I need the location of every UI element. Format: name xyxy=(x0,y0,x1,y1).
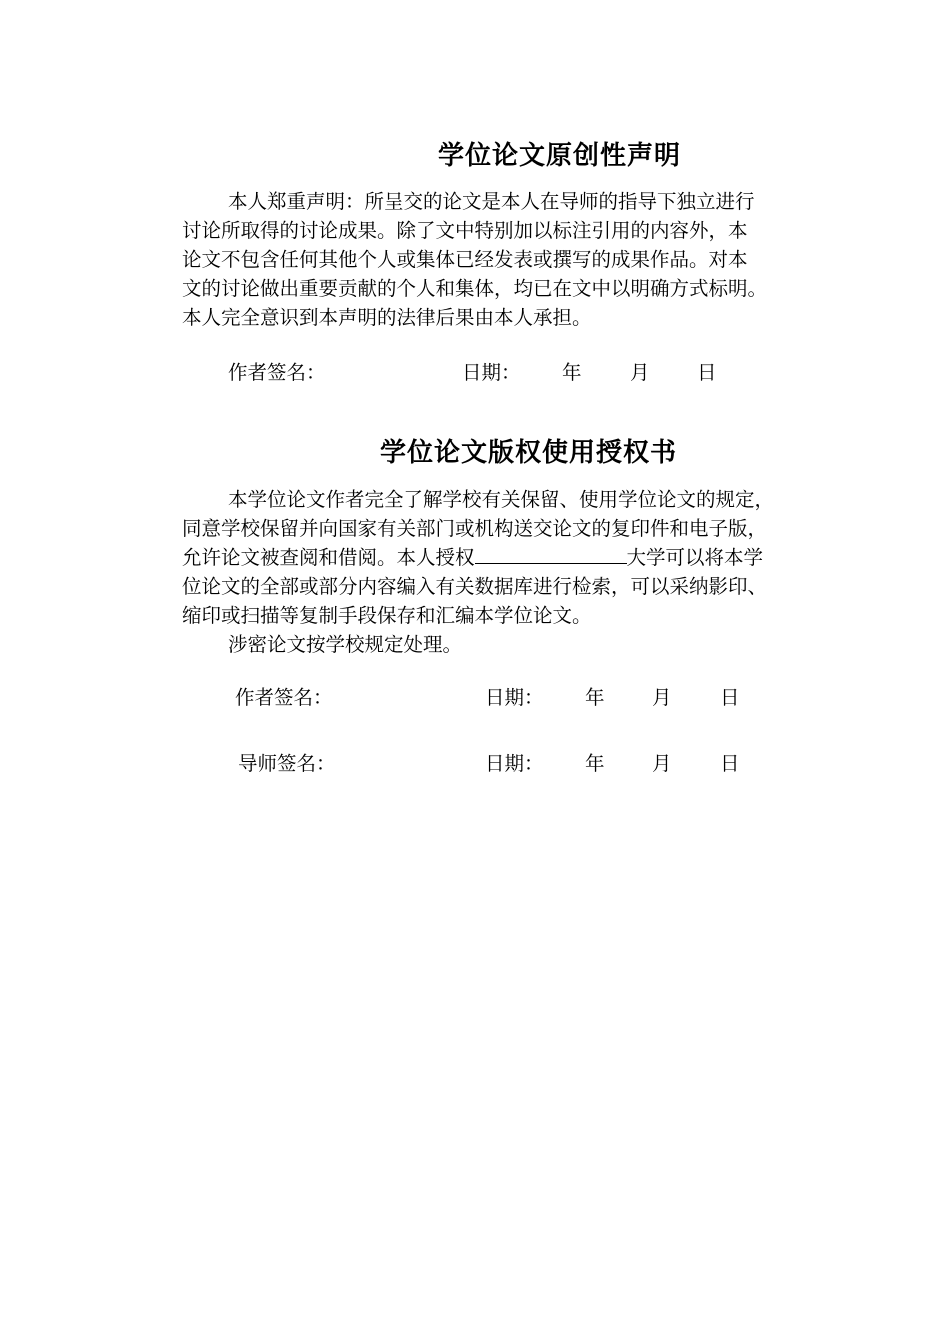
authorization-advisor-date-label: 日期： xyxy=(485,752,544,775)
authorization-line-4: 位论文的全部或部分内容编入有关数据库进行检索，可以采纳影印、 xyxy=(182,575,768,598)
authorization-author-signature-label: 作者签名： xyxy=(235,686,333,709)
declaration-day-label: 日 xyxy=(697,361,717,384)
authorization-line-1: 本学位论文作者完全了解学校有关保留、使用学位论文的规定， xyxy=(228,488,775,511)
declaration-line-1: 本人郑重声明：所呈交的论文是本人在导师的指导下独立进行 xyxy=(228,190,755,213)
declaration-date-label: 日期： xyxy=(462,361,521,384)
authorization-line-5: 缩印或扫描等复制手段保存和汇编本学位论文。 xyxy=(182,604,592,627)
authorization-advisor-month-label: 月 xyxy=(652,752,672,775)
authorization-line-6: 涉密论文按学校规定处理。 xyxy=(228,633,463,656)
authorization-line-2: 同意学校保留并向国家有关部门或机构送交论文的复印件和电子版， xyxy=(182,517,768,540)
authorization-author-date-label: 日期： xyxy=(485,686,544,709)
university-name-blank[interactable] xyxy=(475,545,627,564)
authorization-advisor-year-label: 年 xyxy=(585,752,605,775)
declaration-month-label: 月 xyxy=(630,361,650,384)
authorization-title: 学位论文版权使用授权书 xyxy=(380,438,678,468)
declaration-year-label: 年 xyxy=(562,361,582,384)
declaration-author-signature-label: 作者签名： xyxy=(228,361,326,384)
declaration-line-4: 文的讨论做出重要贡献的个人和集体，均已在文中以明确方式标明。 xyxy=(182,277,768,300)
declaration-title: 学位论文原创性声明 xyxy=(438,141,682,171)
declaration-line-3: 论文不包含任何其他个人或集体已经发表或撰写的成果作品。对本 xyxy=(182,248,748,271)
authorization-advisor-day-label: 日 xyxy=(720,752,740,775)
authorization-author-month-label: 月 xyxy=(652,686,672,709)
authorization-line-3-tail: 大学可以将本学 xyxy=(626,546,764,569)
declaration-line-2: 讨论所取得的讨论成果。除了文中特别加以标注引用的内容外，本 xyxy=(182,219,748,242)
authorization-line-3 xyxy=(182,543,763,573)
authorization-line-3-head: 允许论文被查阅和借阅。本人授权 xyxy=(182,546,475,569)
authorization-author-year-label: 年 xyxy=(585,686,605,709)
authorization-author-day-label: 日 xyxy=(720,686,740,709)
authorization-advisor-signature-label: 导师签名： xyxy=(238,752,336,775)
declaration-line-5: 本人完全意识到本声明的法律后果由本人承担。 xyxy=(182,306,592,329)
